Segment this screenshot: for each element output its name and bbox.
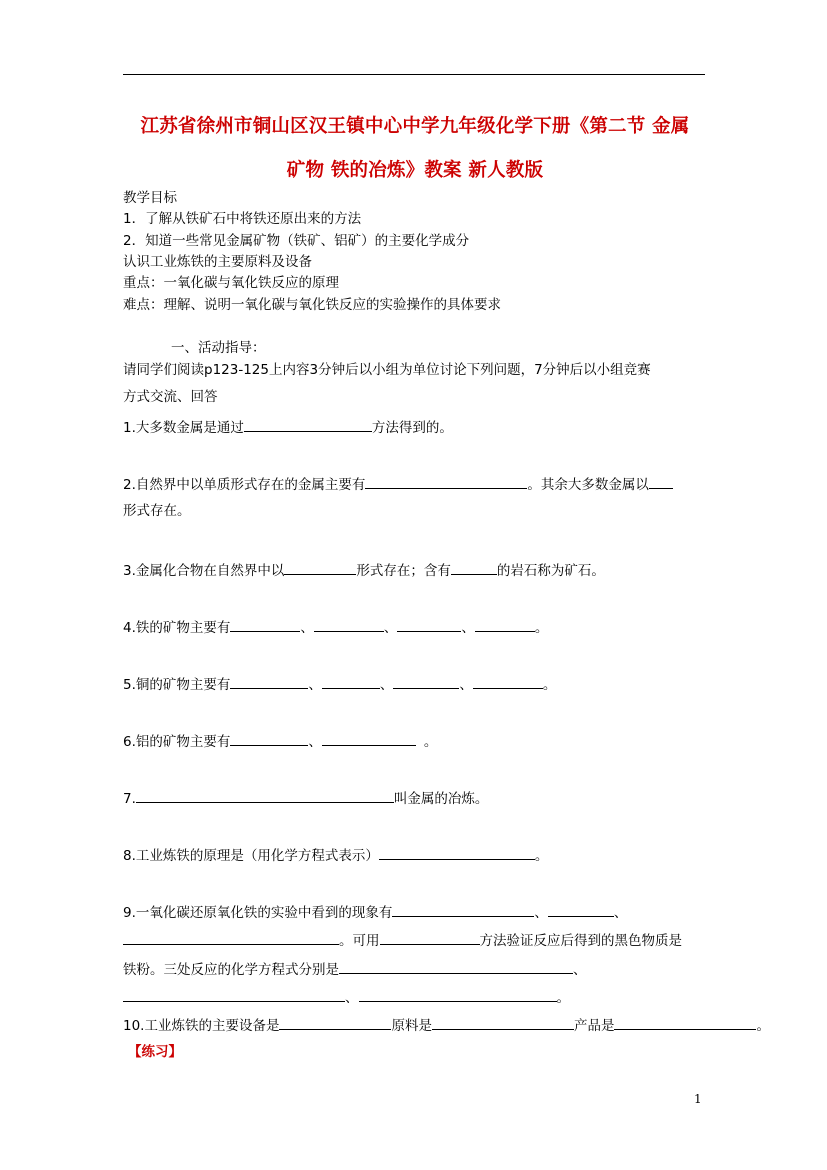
separator: 。 <box>423 734 438 750</box>
answer-blank[interactable] <box>230 617 300 632</box>
question-1 <box>123 417 453 437</box>
answer-blank[interactable] <box>649 474 673 489</box>
header-rule <box>123 74 705 75</box>
answer-blank[interactable] <box>230 674 308 689</box>
question-text: 7. <box>123 791 136 807</box>
answer-blank[interactable] <box>473 674 543 689</box>
separator: 、 <box>573 962 587 978</box>
document-title-line2: 矿物 铁的冶炼》教案 新人教版 <box>286 160 544 181</box>
answer-blank[interactable] <box>548 902 614 917</box>
question-text: 10.工业炼铁的主要设备是 <box>123 1018 280 1034</box>
question-9-line4 <box>123 987 570 1007</box>
answer-blank[interactable] <box>136 788 394 803</box>
question-6 <box>123 731 437 751</box>
question-text: 方法得到的。 <box>371 420 453 436</box>
question-2 <box>123 474 673 494</box>
question-text: 1.大多数金属是通过 <box>123 420 244 436</box>
separator: 、 <box>300 620 314 636</box>
answer-blank[interactable] <box>322 731 416 746</box>
question-7 <box>123 788 488 808</box>
answer-blank[interactable] <box>322 674 380 689</box>
question-text: 3.金属化合物在自然界中以 <box>123 563 285 579</box>
question-text: 2.自然界中以单质形式存在的金属主要有 <box>123 477 366 493</box>
answer-blank[interactable] <box>397 617 461 632</box>
answer-blank[interactable] <box>359 987 557 1002</box>
difficulty-point: 难点：理解、说明一氧化碳与氧化铁反应的实验操作的具体要求 <box>123 297 501 313</box>
key-point: 重点：一氧化碳与氧化铁反应的原理 <box>123 275 339 291</box>
question-text: 8.工业炼铁的原理是（用化学方程式表示） <box>123 848 379 864</box>
question-5 <box>123 674 556 694</box>
answer-blank[interactable] <box>339 959 573 974</box>
objective-item-2: 2．知道一些常见金属矿物（铁矿、铝矿）的主要化学成分 <box>123 233 470 249</box>
separator: 、 <box>308 677 322 693</box>
answer-blank[interactable] <box>244 417 372 432</box>
question-2-continued: 形式存在。 <box>123 503 191 519</box>
activity-instruction-line1: 请同学们阅读p123-125上内容3分钟后以小组为单位讨论下列问题，7分钟后以小组竞赛 <box>123 362 651 378</box>
separator: 。 <box>542 677 557 693</box>
separator: 、 <box>379 677 394 693</box>
question-text: 5.铜的矿物主要有 <box>123 677 231 693</box>
answer-blank[interactable] <box>432 1015 574 1030</box>
question-text: 方法验证反应后得到的黑色物质是 <box>479 933 682 949</box>
objectives-heading: 教学目标 <box>123 190 177 206</box>
answer-blank[interactable] <box>314 617 384 632</box>
answer-blank[interactable] <box>475 617 535 632</box>
answer-blank[interactable] <box>614 1015 756 1030</box>
answer-blank[interactable] <box>230 731 308 746</box>
question-text: 铁粉。三处反应的化学方程式分别是 <box>123 962 339 978</box>
objective-item-1: 1．了解从铁矿石中将铁还原出来的方法 <box>123 211 362 227</box>
answer-blank[interactable] <box>123 930 339 945</box>
question-text: 。可用 <box>339 933 380 949</box>
answer-blank[interactable] <box>392 902 534 917</box>
separator: 。 <box>756 1018 770 1034</box>
separator: 、 <box>613 905 628 921</box>
separator: 、 <box>308 734 322 750</box>
activity-heading: 一、活动指导： <box>171 340 266 356</box>
separator: 、 <box>383 620 398 636</box>
question-9 <box>123 902 627 922</box>
activity-instruction-line2: 方式交流、回答 <box>123 389 218 405</box>
answer-blank[interactable] <box>451 560 497 575</box>
objective-item-3: 认识工业炼铁的主要原料及设备 <box>123 254 312 270</box>
separator: 。 <box>556 990 570 1006</box>
separator: 、 <box>461 620 475 636</box>
separator: 。 <box>534 848 549 864</box>
answer-blank[interactable] <box>379 845 535 860</box>
answer-blank[interactable] <box>380 930 480 945</box>
page-number: 1 <box>694 1092 702 1106</box>
separator: 。 <box>534 620 549 636</box>
question-text: 4.铁的矿物主要有 <box>123 620 231 636</box>
question-text: 6.铝的矿物主要有 <box>123 734 231 750</box>
practice-heading: 【练习】 <box>128 1044 182 1060</box>
document-title-line1: 江苏省徐州市铜山区汉王镇中心中学九年级化学下册《第二节 金属 <box>140 116 690 137</box>
question-text: 形式存在；含有 <box>356 563 451 579</box>
question-text: 叫金属的冶炼。 <box>393 791 489 807</box>
question-3 <box>123 560 605 580</box>
question-8 <box>123 845 548 865</box>
question-text: 原料是 <box>391 1018 432 1034</box>
answer-blank[interactable] <box>123 987 345 1002</box>
answer-blank[interactable] <box>284 560 356 575</box>
question-text: 9.一氧化碳还原氧化铁的实验中看到的现象有 <box>123 905 393 921</box>
question-10 <box>123 1015 770 1035</box>
separator: 、 <box>534 905 548 921</box>
answer-blank[interactable] <box>365 474 527 489</box>
question-text: 。其余大多数金属以 <box>527 477 649 493</box>
question-4 <box>123 617 548 637</box>
question-text: 产品是 <box>573 1018 615 1034</box>
answer-blank[interactable] <box>393 674 459 689</box>
separator: 、 <box>345 990 359 1006</box>
separator: 、 <box>459 677 473 693</box>
question-9-line2 <box>123 930 682 950</box>
question-text: 的岩石称为矿石。 <box>496 563 605 579</box>
question-9-line3 <box>123 959 587 979</box>
answer-blank[interactable] <box>279 1015 391 1030</box>
